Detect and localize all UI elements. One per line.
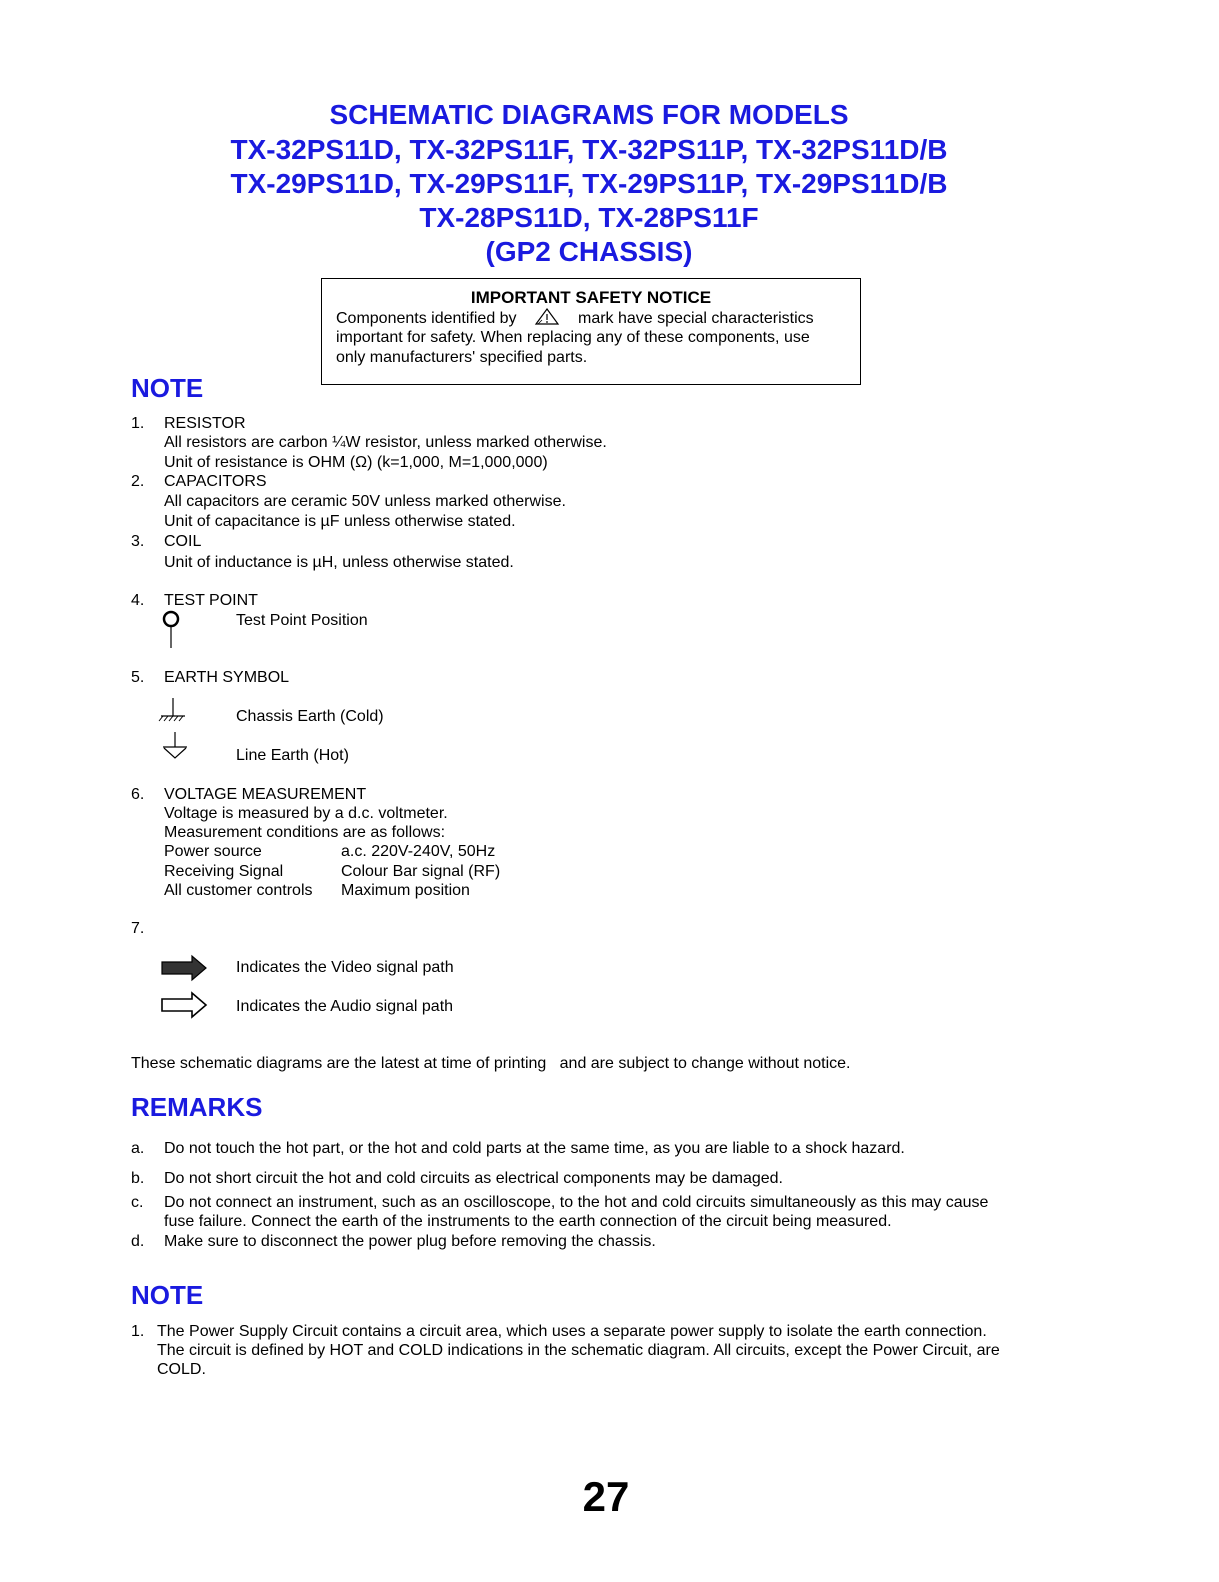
- note-item-1-number: 1.: [131, 415, 145, 432]
- note-item-3-label: COIL: [164, 533, 202, 550]
- title-line-1: SCHEMATIC DIAGRAMS FOR MODELS: [329, 99, 849, 130]
- remark-text: Do not short circuit the hot and cold circuits as electrical components may be damaged.: [164, 1170, 783, 1187]
- note-item-2-number: 2.: [131, 473, 145, 490]
- safety-notice-title: IMPORTANT SAFETY NOTICE: [470, 288, 712, 307]
- note-2-line-2: The circuit is defined by HOT and COLD indications in the schematic diagram. All circuits, except the Power Circuit, are: [157, 1342, 1000, 1359]
- test-point-icon: [160, 609, 182, 651]
- safety-notice-line2: important for safety. When replacing any of these components, use: [336, 329, 810, 346]
- note-item-7-number: 7.: [131, 920, 145, 937]
- condition-value: a.c. 220V-240V, 50Hz: [341, 843, 496, 860]
- note-item-6-number: 6.: [131, 786, 145, 803]
- video-path-arrow-icon: [160, 955, 208, 981]
- safety-notice-line1-before: Components identified by: [336, 310, 517, 327]
- safety-notice-box: [321, 278, 861, 385]
- note-item-4-number: 4.: [131, 592, 145, 609]
- audio-path-label: Indicates the Audio signal path: [236, 998, 454, 1015]
- remarks-heading: REMARKS: [131, 1092, 263, 1122]
- note-item-5-number: 5.: [131, 669, 145, 686]
- chassis-earth-label: Chassis Earth (Cold): [236, 708, 384, 725]
- remark-letter: d.: [131, 1233, 145, 1250]
- title-line-5: (GP2 CHASSIS): [485, 236, 693, 267]
- remark-text: Do not connect an instrument, such as an oscilloscope, to the hot and cold circuits simultaneously as this may cause: [164, 1194, 989, 1211]
- remark-text: fuse failure. Connect the earth of the instruments to the earth connection of the circuit being measured.: [164, 1213, 892, 1230]
- remark-letter: c.: [131, 1194, 144, 1211]
- condition-name: Receiving Signal: [164, 863, 284, 880]
- remark-text: Do not touch the hot part, or the hot and cold parts at the same time, as you are liable to a shock hazard.: [164, 1140, 905, 1157]
- note-2-item-number: 1.: [131, 1323, 145, 1340]
- note-item-1-line-2: Unit of resistance is OHM (Ω) (k=1,000, M=1,000,000): [164, 454, 548, 471]
- safety-notice-line1-after: mark have special characteristics: [578, 310, 814, 327]
- note-item-2-line-2: Unit of capacitance is µF unless otherwise stated.: [164, 513, 516, 530]
- line-earth-icon: [161, 731, 189, 761]
- safety-notice-line3: only manufacturers' specified parts.: [336, 349, 588, 366]
- title-line-2: TX-32PS11D, TX-32PS11F, TX-32PS11P, TX-32PS11D/B: [230, 134, 948, 165]
- title-line-4: TX-28PS11D, TX-28PS11F: [419, 202, 759, 233]
- note-item-5-label: EARTH SYMBOL: [164, 669, 290, 686]
- title-line-3: TX-29PS11D, TX-29PS11F, TX-29PS11P, TX-29PS11D/B: [230, 168, 948, 199]
- condition-name: All customer controls: [164, 882, 313, 899]
- condition-value: Colour Bar signal (RF): [341, 863, 501, 880]
- note-heading: NOTE: [131, 373, 204, 403]
- note-item-6-line-2: Measurement conditions are as follows:: [164, 824, 446, 841]
- note-item-2-line-1: All capacitors are ceramic 50V unless marked otherwise.: [164, 493, 566, 510]
- warning-triangle-icon: [535, 308, 559, 326]
- note-item-2-label: CAPACITORS: [164, 473, 267, 490]
- note-item-6-label: VOLTAGE MEASUREMENT: [164, 786, 367, 803]
- note-item-3-line-1: Unit of inductance is µH, unless otherwise stated.: [164, 554, 514, 571]
- condition-value: Maximum position: [341, 882, 470, 899]
- video-path-label: Indicates the Video signal path: [236, 959, 454, 976]
- test-point-label: Test Point Position: [236, 612, 368, 629]
- note-item-1-line-1: All resistors are carbon ¼W resistor, unless marked otherwise.: [164, 434, 607, 451]
- page-number: 27: [582, 1473, 630, 1520]
- note-2-line-3: COLD.: [157, 1361, 206, 1378]
- note-item-3-number: 3.: [131, 533, 145, 550]
- note-item-1-label: RESISTOR: [164, 415, 246, 432]
- schematic-disclaimer: These schematic diagrams are the latest at time of printing and are subject to change without notice.: [131, 1055, 851, 1072]
- remark-text: Make sure to disconnect the power plug before removing the chassis.: [164, 1233, 656, 1250]
- audio-path-arrow-icon: [160, 992, 208, 1018]
- condition-name: Power source: [164, 843, 262, 860]
- note-item-6-line-1: Voltage is measured by a d.c. voltmeter.: [164, 805, 448, 822]
- line-earth-label: Line Earth (Hot): [236, 747, 349, 764]
- note-item-4-label: TEST POINT: [164, 592, 258, 609]
- note-2-line-1: The Power Supply Circuit contains a circuit area, which uses a separate power supply to isolate the earth connection.: [157, 1323, 987, 1340]
- remark-letter: a.: [131, 1140, 145, 1157]
- note-2-heading: NOTE: [131, 1280, 204, 1310]
- remark-letter: b.: [131, 1170, 145, 1187]
- chassis-earth-icon: [155, 697, 187, 723]
